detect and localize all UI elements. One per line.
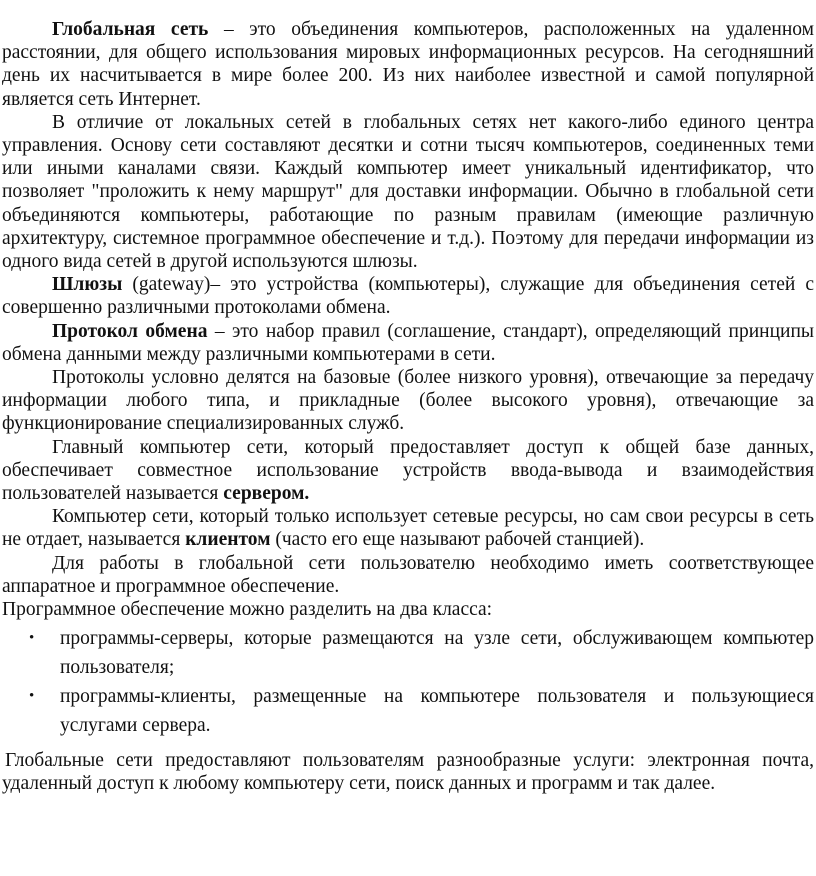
paragraph-text: Протоколы условно делятся на базовые (более низкого уровня), отвечающие за передачу информации любого типа, и прикладные (более высокого уровня), отвечающие за функционирование специализированных служб. — [2, 367, 814, 435]
paragraph-text: (gateway)– это устройства (компьютеры), служащие для объединения сетей с совершенно различными протоколами обмена. — [2, 274, 814, 319]
paragraph-text: Для работы в глобальной сети пользователю необходимо иметь соответствующее аппаратное и программное обеспечение. — [2, 552, 814, 597]
term-client: клиентом — [185, 529, 271, 551]
paragraph-text: Компьютер сети, который только использует сетевые ресурсы, но сам свои ресурсы в сеть не отдает, называется — [2, 506, 814, 551]
paragraph-text: В отличие от локальных сетей в глобальных сетях нет какого-либо единого центра управления. Основу сети составляют десятки и сотни тысяч компьютеров, соединенных теми или иными каналами связи. Каждый компьютер имеет уникальный идентификатор, что позволяет "проложить к нему маршрут" для доставки информации. Обычно в глобальной сети объединяются компьютеры, работающие по разным правилам (имеющие различную архитектуру, системное программное обеспечение и т.д.). Поэтому для передачи информации из одного вида сетей в другой используются шлюзы. — [2, 111, 814, 273]
paragraph-software-classes — [2, 598, 816, 621]
term-protocol: Протокол обмена — [52, 320, 208, 342]
list-item — [29, 624, 816, 682]
paragraph-protocol-definition — [2, 320, 816, 366]
paragraph-server-definition — [2, 436, 816, 506]
paragraph-text: – это объединения компьютеров, расположенных на удаленном расстоянии, для общего использования мировых информационных ресурсов. На сегодняшний день их насчитывается в мире более 200. Из них наиболее известной и самой популярной является сеть Интернет. — [2, 19, 814, 110]
software-classes-list — [2, 624, 816, 740]
paragraph-gateway-definition — [2, 273, 816, 319]
paragraph-client-definition — [2, 505, 816, 551]
list-item — [29, 682, 816, 740]
paragraph-services — [2, 749, 816, 795]
paragraph-text: Главный компьютер сети, который предоставляет доступ к общей базе данных, обеспечивает совместное использование устройств ввода-вывода и взаимодействия пользователей называется — [2, 436, 814, 505]
term-server: сервером. — [223, 483, 310, 505]
paragraph-text: Программное обеспечение можно разделить на два класса: — [2, 599, 493, 621]
bullet-icon: • — [29, 630, 35, 647]
paragraph-text: – это набор правил (соглашение, стандарт), определяющий принципы обмена данными между различными компьютерами в сети. — [2, 320, 815, 365]
paragraph-text: Глобальные сети предоставляют пользователям разнообразные услуги: электронная почта, удаленный доступ к любому компьютеру сети, поиск данных и программ и так далее. — [2, 750, 814, 795]
term-global-network: Глобальная сеть — [52, 19, 209, 40]
paragraph-protocol-types — [2, 366, 816, 436]
list-item-text: программы-серверы, которые размещаются на узле сети, обслуживающем компьютер пользователя; — [60, 628, 814, 679]
paragraph-no-control-center — [2, 111, 816, 273]
term-gateways: Шлюзы — [52, 274, 123, 296]
paragraph-text: (часто его еще называют рабочей станцией). — [270, 529, 645, 551]
paragraph-requirements — [2, 552, 816, 598]
paragraph-global-network-definition — [2, 18, 816, 111]
bullet-icon: • — [29, 688, 35, 705]
list-item-text: программы-клиенты, размещенные на компьютере пользователя и пользующиеся услугами сервера. — [60, 686, 814, 737]
